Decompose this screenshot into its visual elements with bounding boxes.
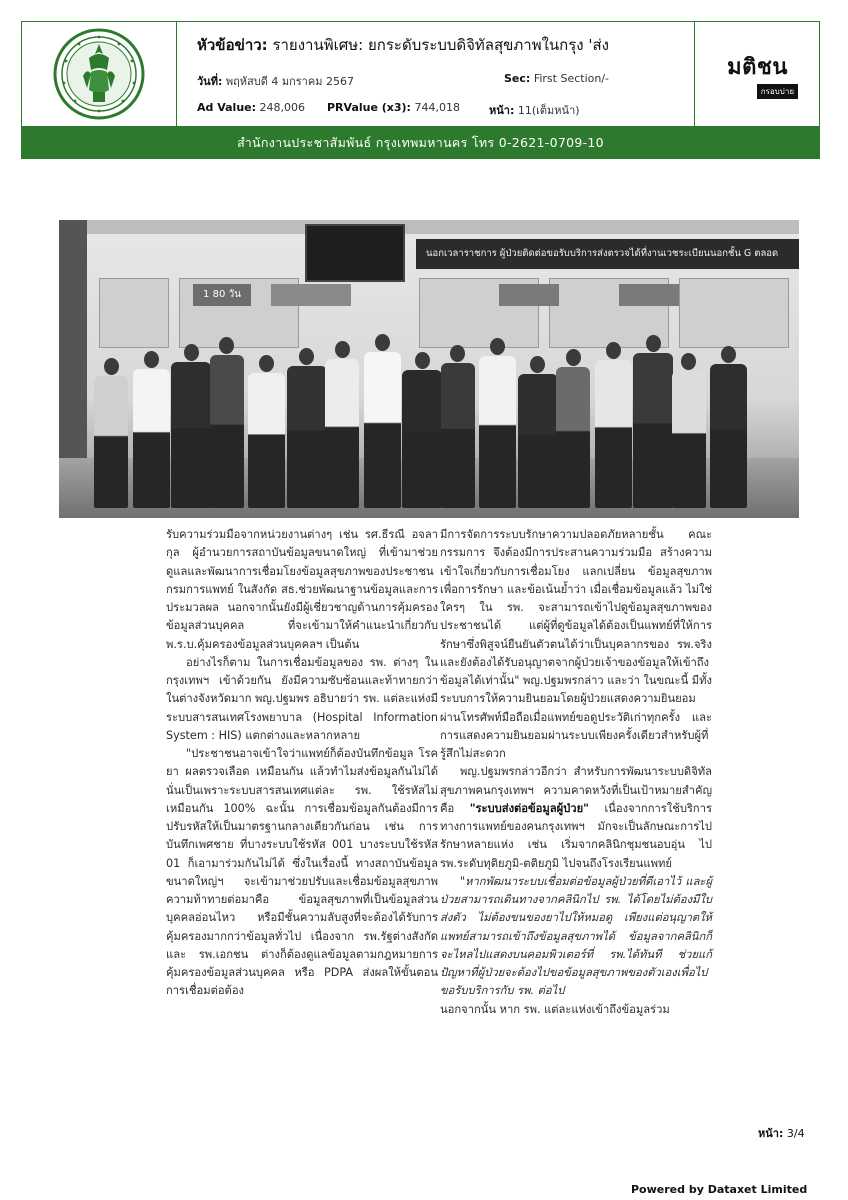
photo-person-head bbox=[299, 348, 314, 365]
clipping-info bbox=[197, 33, 687, 117]
photo-ceiling bbox=[59, 220, 799, 234]
photo-person-body bbox=[595, 360, 632, 508]
ad-value-group bbox=[197, 101, 305, 114]
photo-pillar bbox=[59, 220, 87, 460]
section-label: Sec: bbox=[504, 72, 531, 85]
photo-person bbox=[479, 338, 516, 508]
photo-person bbox=[672, 353, 706, 508]
photo-person-body bbox=[672, 371, 706, 508]
photo-person bbox=[710, 346, 747, 508]
photo-person bbox=[402, 352, 442, 508]
article-paragraph: รับความร่วมมือจากหน่วยงานต่างๆ เช่น รศ.ธีรณี อจลากุล ผู้อำนวยการสถาบันข้อมูลขนาดใหญ่ ที่เข้ามาช่วยดูแลและพัฒนาการเชื่อมโยงข้อมูลสุขภาพของประชาชน กรมการแพทย์ ในสังกัด สธ.ช่วยพัฒนาฐานข้อมูลและการประมวลผล นอกจากนั้นยังมีผู้เชี่ยวชาญด้านการคุ้มครองข้อมูลส่วนบุคคล ที่จะเข้ามาให้คำแนะนำเกี่ยวกับ พ.ร.บ.คุ้มครองข้อมูลส่วนบุคคลฯ เป็นต้น bbox=[166, 528, 438, 651]
powered-by: Powered by Dataxet Limited bbox=[631, 1183, 808, 1196]
photo-person-head bbox=[219, 337, 234, 354]
article-paragraph: อย่างไรก็ตาม ในการเชื่อมข้อมูลของ รพ. ต่างๆ ในกรุงเทพฯ เข้าด้วยกัน ยังมีความซับซ้อนและท้าทายกว่าในต่างจังหวัดมาก พญ.ปฐมพร อธิบายว่า รพ. แต่ละแห่งมีระบบสารสนเทศโรงพยาบาล (Hospital Information System : HIS) แตกต่างและหลากหลาย bbox=[166, 655, 438, 742]
photo-person-head bbox=[144, 351, 159, 368]
photo-person bbox=[325, 341, 359, 508]
photo-counter-panel bbox=[271, 284, 351, 306]
pr-value-group bbox=[327, 101, 460, 114]
photo-person bbox=[210, 337, 244, 508]
date-label: วันที่: bbox=[197, 75, 223, 88]
photo-counter-panel bbox=[499, 284, 559, 306]
photo-window bbox=[99, 278, 169, 348]
paragraph-text: เนื่องจากการใช้บริการทางการแพทย์ของคนกรุงเทพฯ มักจะเป็นลักษณะการไปรักษาหลายแห่ง เช่น เริ่มจากคลินิกชุมชนอบอุ่น ไป รพ.ระดับทุติยภูมิ-ตติยภูมิ ไปจนถึงโรงเรียนแพทย์ bbox=[440, 801, 712, 870]
photo-person bbox=[633, 335, 673, 508]
publisher-edition: กรอบบ่าย bbox=[757, 84, 798, 99]
page-label: หน้า: bbox=[489, 104, 515, 117]
date-value: พฤหัสบดี 4 มกราคม 2567 bbox=[225, 75, 354, 88]
photo-person bbox=[595, 342, 632, 508]
photo-counter-sign: 1 80 วัน bbox=[193, 284, 251, 306]
news-photo bbox=[59, 220, 799, 518]
page-number bbox=[758, 1124, 805, 1142]
photo-person bbox=[518, 356, 558, 508]
photo-person-body bbox=[402, 370, 442, 508]
article-quote: "หากพัฒนาระบบเชื่อมต่อข้อมูลผู้ป่วยที่ดีเอาไว้ และผู้ป่วยสามารถเดินทางจากคลินิกไป รพ. ได้โดยไม่ต้องมีใบส่งตัว ไม่ต้องขนของยาไปให้หมอดู เพียงแต่อนุญาตให้แพทย์สามารถเข้าถึงข้อมูลสุขภาพได้ ข้อมูลจากคลินิกก็จะไหลไปแสดงบนคอมพิวเตอร์ที่ รพ.ได้ทันที ช่วยแก้ปัญหาที่ผู้ป่วยจะต้องไปขอข้อมูลสุขภาพของตัวเองเพื่อไปขอรับบริการกับ รพ. ต่อไป bbox=[440, 874, 712, 998]
photo-person-body bbox=[210, 355, 244, 508]
photo-person bbox=[364, 334, 401, 508]
photo-person-head bbox=[721, 346, 736, 363]
photo-person-body bbox=[479, 356, 516, 508]
photo-person-head bbox=[530, 356, 545, 373]
photo-person-body bbox=[133, 369, 170, 508]
photo-person-head bbox=[415, 352, 430, 369]
ad-value-label: Ad Value: bbox=[197, 101, 257, 114]
photo-person bbox=[94, 358, 128, 508]
photo-person-body bbox=[633, 353, 673, 508]
article-paragraph: นอกจากนั้น หาก รพ. แต่ละแห่งเข้าถึงข้อมูลร่วม bbox=[440, 1002, 670, 1016]
photo-person bbox=[248, 355, 285, 508]
photo-person-head bbox=[681, 353, 696, 370]
photo-person bbox=[556, 349, 590, 508]
date-group bbox=[197, 72, 354, 90]
clipping-header bbox=[21, 21, 820, 159]
photo-person bbox=[171, 344, 211, 508]
page-number-label: หน้า: bbox=[758, 1127, 784, 1140]
bangkok-emblem-icon bbox=[53, 28, 145, 120]
headline-label: หัวข้อข่าว: bbox=[197, 36, 268, 54]
photo-tv-screen bbox=[305, 224, 405, 282]
page-number-value: 3/4 bbox=[786, 1127, 805, 1140]
photo-person-head bbox=[490, 338, 505, 355]
photo-person-head bbox=[375, 334, 390, 351]
emblem-box bbox=[22, 22, 177, 126]
page-value: 11(เต็มหน้า) bbox=[517, 104, 580, 117]
ad-value: 248,006 bbox=[259, 101, 306, 114]
photo-person-head bbox=[184, 344, 199, 361]
photo-person-body bbox=[287, 366, 327, 508]
photo-person bbox=[441, 345, 475, 508]
photo-person-body bbox=[441, 363, 475, 508]
photo-person-body bbox=[518, 374, 558, 508]
photo-person-head bbox=[606, 342, 621, 359]
photo-person-body bbox=[710, 364, 747, 508]
value-row bbox=[197, 101, 687, 117]
headline-row bbox=[197, 33, 687, 57]
photo-counter-panel bbox=[619, 284, 679, 306]
pr-value-label: PRValue (x3): bbox=[327, 101, 411, 114]
article-paragraph: มีการจัดการระบบรักษาความปลอดภัยหลายชั้น คณะกรรมการ จึงต้องมีการประสานความร่วมมือ สร้างความเข้าใจเกี่ยวกับการเชื่อมโยง แลกเปลี่ยน ข้อมูลสุขภาพ เพื่อการรักษา และข้อเน้นย้ำว่า เมื่อเชื่อมข้อมูลแล้ว ไม่ใช่ใครๆ ใน รพ. จะสามารถเข้าไปดูข้อมูลสุขภาพของประชาชนได้ แต่ผู้ที่ดูข้อมูลได้ต้องเป็นแพทย์ที่ให้การรักษาซึ่งพิสูจน์ยืนยันตัวตนได้ว่าเป็นบุคลากรของ รพ.จริง และยังต้องได้รับอนุญาตจากผู้ป่วยเจ้าของข้อมูลให้เข้าถึงข้อมูลได้เท่านั้น" พญ.ปฐมพรกล่าว และว่า ในขณะนี้ มีทั้งระบบการให้ความยินยอมโดยผู้ป่วยแสดงความยินยอมผ่านโทรศัพท์มือถือเมื่อแพทย์ขอดูประวัติเก่าทุกครั้ง และการแสดงความยินยอมผ่านระบบเพียงครั้งเดียวสำหรับผู้ที่รู้สึกไม่สะดวก bbox=[440, 528, 712, 760]
photo-person-body bbox=[171, 362, 211, 508]
article-paragraph bbox=[440, 763, 712, 873]
article-column-1 bbox=[166, 526, 438, 1001]
pr-value: 744,018 bbox=[414, 101, 460, 114]
headline-text: รายงานพิเศษ: ยกระดับระบบดิจิทัลสุขภาพในกรุง 'ส่ง bbox=[272, 36, 610, 54]
photo-person-head bbox=[646, 335, 661, 352]
publisher-box bbox=[694, 22, 820, 126]
photo-person-body bbox=[248, 373, 285, 508]
photo-person-head bbox=[450, 345, 465, 362]
photo-person-head bbox=[259, 355, 274, 372]
emphasis-text: "ระบบส่งต่อข้อมูลผู้ป่วย" bbox=[469, 801, 589, 815]
photo-person bbox=[287, 348, 327, 508]
photo-person-body bbox=[556, 367, 590, 508]
office-bar bbox=[22, 126, 819, 159]
office-line: สำนักงานประชาสัมพันธ์ กรุงเทพมหานคร โทร 0-2621-0709-10 bbox=[237, 134, 604, 150]
photo-person bbox=[133, 351, 170, 508]
photo-overhead-sign: นอกเวลาราชการ ผู้ป่วยติดต่อขอรับบริการส่งตรวจได้ที่งานเวชระเบียนนอกชั้น G ตลอด bbox=[416, 239, 799, 269]
article-paragraph: "ประชาชนอาจเข้าใจว่าแพทย์ก็ต้องบันทึกข้อมูล โรค ยา ผลตรวจเลือด เหมือนกัน แล้วทำไมส่งข้อมูลกันไม่ได้ นั่นเป็นเพราะระบบสารสนเทศแต่ละ รพ. ใช้รหัสไม่เหมือนกัน 100% ฉะนั้น การเชื่อมข้อมูลกันต้องมีการปรับรหัสให้เป็นมาตรฐานกลางเดียวกันก่อน เช่น การบันทึกเพศชาย ที่บางระบบใช้รหัส 001 บางระบบใช้รหัส 01 ก็เอามาร่วมกันไม่ได้ ซึ่งในเรื่องนี้ ทางสถาบันข้อมูลขนาดใหญ่ฯ จะเข้ามาช่วยปรับและเชื่อมข้อมูลสุขภาพ ความท้าทายต่อมาคือ ข้อมูลสุขภาพที่เป็นข้อมูลส่วนบุคคลอ่อนไหว หรือมีชั้นความลับสูงที่จะต้องได้รับการคุ้มครองมากกว่าข้อมูลทั่วไป เนื่องจาก รพ.รัฐต่างสังกัด และ รพ.เอกชน ต่างก็ต้องดูแลข้อมูลตามกฎหมายการคุ้มครองข้อมูลส่วนบุคคล หรือ PDPA ส่งผลให้ขั้นตอนการเชื่อมต่อต้อง bbox=[166, 747, 438, 998]
photo-person-head bbox=[566, 349, 581, 366]
photo-person-body bbox=[364, 352, 401, 508]
section-group bbox=[504, 72, 609, 85]
photo-person-head bbox=[104, 358, 119, 375]
page-group bbox=[489, 101, 580, 119]
section-value: First Section/- bbox=[533, 72, 610, 85]
publisher-name: มติชน bbox=[727, 55, 788, 80]
date-row bbox=[197, 72, 687, 88]
article-column-2 bbox=[440, 526, 712, 1019]
photo-person-body bbox=[325, 359, 359, 508]
photo-window bbox=[679, 278, 789, 348]
paragraph-text: พญ.ปฐมพรกล่าวอีกว่า สำหรับการพัฒนาระบบดิจิทัลสุขภาพคนกรุงเทพฯ ความคาดหวังที่เป็นเป้าหมายสำคัญคือ bbox=[440, 765, 712, 815]
photo-person-body bbox=[94, 376, 128, 508]
photo-person-head bbox=[335, 341, 350, 358]
